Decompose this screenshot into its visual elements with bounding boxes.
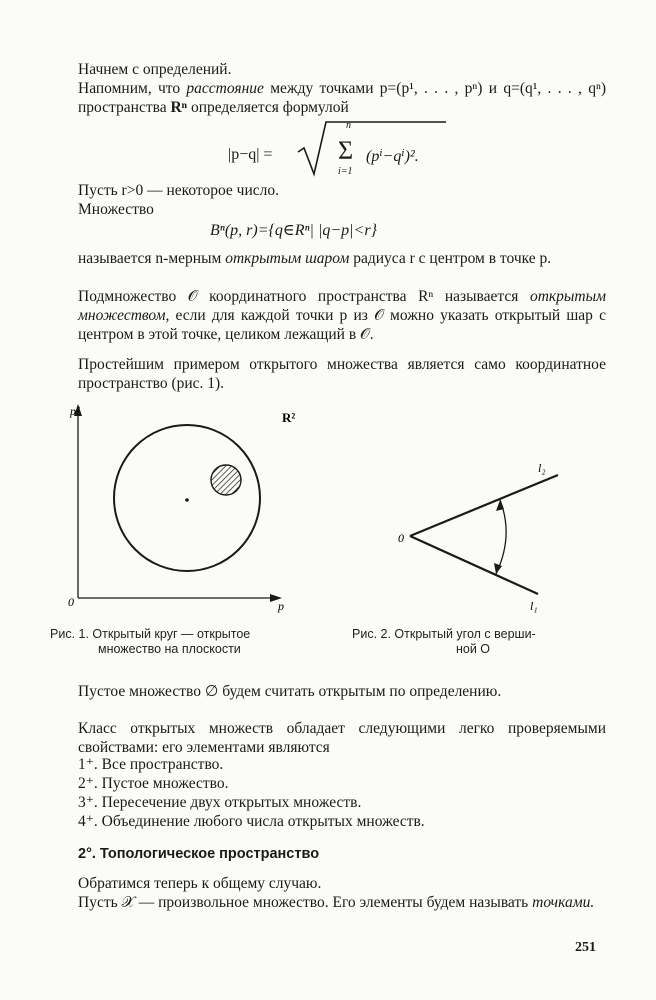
- text: между точками p=(p¹, . . . , pⁿ) и q=(q¹, . . . , qⁿ) пространства: [78, 80, 606, 116]
- sum-symbol: Σ: [338, 136, 354, 165]
- text: называется n-мерным: [78, 250, 226, 267]
- text: радиуса r с центром в точке p.: [349, 250, 552, 267]
- list-item: 4⁺. Объединение любого числа открытых множеств.: [78, 813, 425, 830]
- term-open-ball: открытым шаром: [225, 250, 350, 267]
- ray-l1: [410, 536, 538, 594]
- text: Подмножество 𝒪 координатного пространства Rⁿ называется: [78, 288, 530, 305]
- formula-body: (pⁱ−qⁱ)².: [366, 148, 419, 165]
- list-item: 1⁺. Все пространство.: [78, 756, 224, 773]
- paragraph-points: [78, 893, 606, 912]
- arc-arrow-bottom: [494, 563, 502, 574]
- space-label: R²: [282, 410, 296, 425]
- angle-arc: [496, 500, 506, 574]
- term-open-set: открытым множеством,: [78, 288, 606, 324]
- x-axis-label: p: [278, 599, 284, 613]
- origin-label: 0: [68, 595, 74, 609]
- paragraph-general-case: Обратимся теперь к общему случаю.: [78, 875, 322, 892]
- text: Пусть 𝒳 — произвольное множество. Его элементы будем называть: [78, 894, 533, 911]
- text: Напомним, что: [78, 80, 187, 97]
- text: определяется формулой: [187, 99, 349, 116]
- list-item: 2⁺. Пустое множество.: [78, 775, 229, 792]
- paragraph-distance: [78, 79, 606, 117]
- page-number: 251: [575, 940, 596, 955]
- disk-center: [185, 498, 189, 502]
- ray-l1-label: l₁: [530, 599, 538, 613]
- paragraph-empty-set: Пустое множество ∅ будем считать открытым по определению.: [78, 683, 502, 700]
- paragraph-set: Множество: [78, 201, 154, 218]
- caption-line: множество на плоскости: [98, 642, 241, 656]
- sum-upper: n: [346, 120, 351, 131]
- y-axis-label: p²: [70, 404, 80, 418]
- formula-lhs: |p−q| =: [228, 146, 273, 163]
- figure-open-angle: [390, 450, 570, 620]
- term-distance: расстояние: [186, 80, 264, 97]
- paragraph-radius: Пусть r>0 — некоторое число.: [78, 182, 280, 199]
- open-disk: [114, 425, 260, 571]
- caption-line: Рис. 1. Открытый круг — открытое: [50, 627, 251, 641]
- caption-line: ной O: [456, 642, 491, 656]
- term-points: точками.: [532, 894, 595, 911]
- paragraph-example: Простейшим примером открытого множества является само координатное пространство (рис. 1).: [78, 356, 606, 392]
- ray-l2: [410, 475, 558, 536]
- ray-l2-label: l₂: [538, 461, 546, 475]
- figure1-caption: [50, 627, 312, 657]
- space-symbol: Rⁿ: [170, 99, 188, 116]
- figure-open-disk: [50, 398, 320, 623]
- list-item: 3⁺. Пересечение двух открытых множеств.: [78, 794, 362, 811]
- small-ball: [211, 465, 241, 495]
- paragraph-properties: Класс открытых множеств обладает следующими легко проверяемыми свойствами: его элементами являются: [78, 720, 606, 756]
- section-heading: 2°. Топологическое пространство: [78, 846, 320, 862]
- paragraph-intro: Начнем с определений.: [78, 61, 232, 78]
- figure2-caption: [352, 627, 612, 657]
- paragraph-open-set: [78, 287, 606, 344]
- sum-lower: i=1: [338, 166, 353, 177]
- paragraph-open-ball: [78, 249, 606, 268]
- text: если для каждой точки p из 𝒪 можно указать открытый шар с центром в этой точке, целиком лежащий в 𝒪.: [78, 307, 606, 343]
- vertex-label: 0: [398, 531, 404, 545]
- caption-line: Рис. 2. Открытый угол с верши-: [352, 627, 536, 641]
- ball-formula: Bⁿ(p, r)={q∈Rⁿ| |q−p|<r}: [210, 222, 377, 239]
